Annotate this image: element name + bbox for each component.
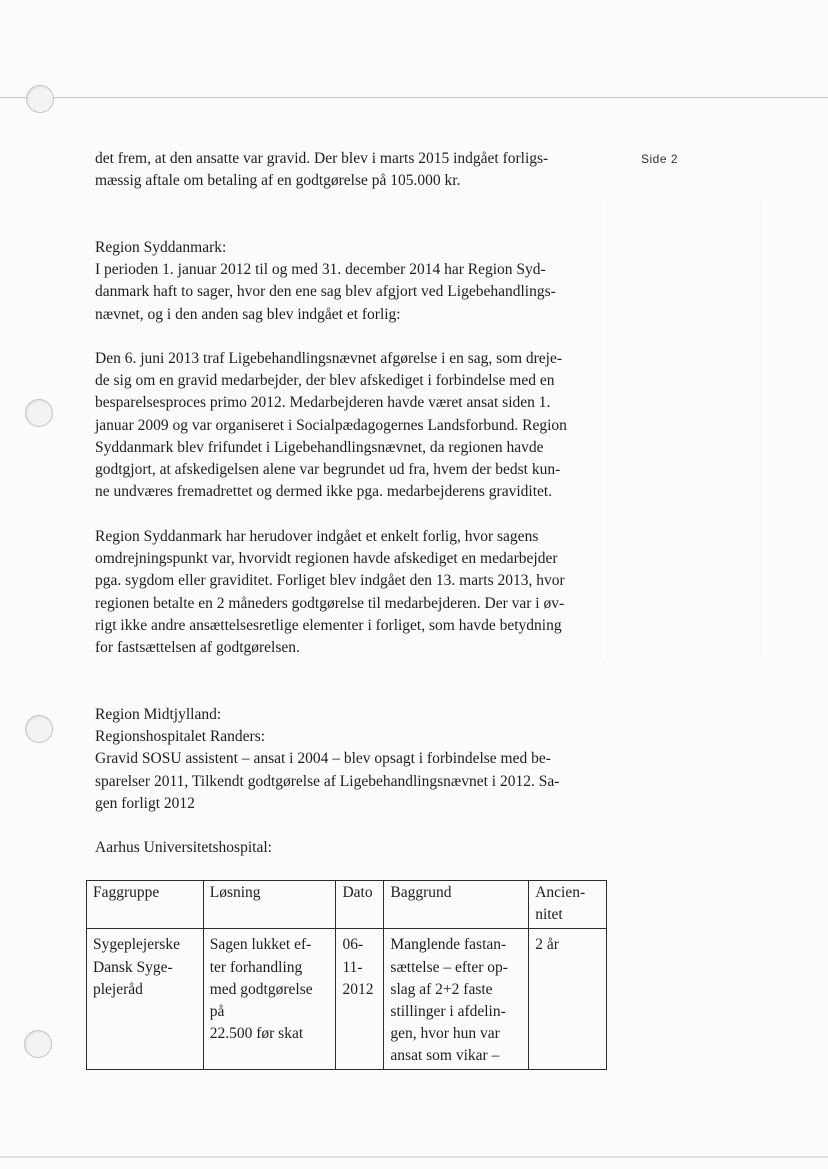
text-line: sparelser 2011, Tilkendt godtgørelse af Ligebehandlingsnævnet i 2012. Sa- bbox=[95, 772, 560, 790]
section-heading: Region Midtjylland: bbox=[95, 706, 222, 723]
header-faggruppe: Faggruppe bbox=[87, 881, 204, 929]
table-row bbox=[87, 929, 607, 1069]
text-line: de sig om en gravid medarbejder, der blev afskediget i forbindelse med en bbox=[95, 372, 555, 390]
cell-faggruppe: Sygeplejerske Dansk Syge- plejeråd bbox=[87, 929, 204, 1069]
header-loesning: Løsning bbox=[203, 881, 336, 929]
text-line: Gravid SOSU assistent – ansat i 2004 – blev opsagt i forbindelse med be- bbox=[95, 750, 551, 768]
text-line: Region Syddanmark har herudover indgået et enkelt forlig, hvor sagens bbox=[95, 528, 539, 545]
scan-edge-line-bottom bbox=[0, 1156, 828, 1158]
text-line: rigt ikke andre ansættelsesretlige elementer i forliget, som havde betydning bbox=[95, 616, 562, 634]
header-anciennitet: Ancien- nitet bbox=[529, 881, 607, 929]
section-heading: Region Syddanmark: bbox=[95, 239, 227, 256]
text-line: Syddanmark blev frifundet i Ligebehandlingsnævnet, da regionen havde bbox=[95, 438, 544, 456]
text-line: januar 2009 og var organiseret i Socialpædagogernes Landsforbund. Region bbox=[95, 416, 567, 434]
paragraph-region-midtjylland bbox=[95, 704, 615, 815]
scan-fold-line-top bbox=[0, 97, 828, 98]
text-line: besparelsesproces primo 2012. Medarbejderen havde været ansat siden 1. bbox=[95, 394, 551, 412]
text-line: omdrejningspunkt var, hvorvidt regionen havde afskediget en medarbejder bbox=[95, 550, 558, 568]
paragraph-aarhus-heading bbox=[95, 837, 615, 859]
paragraph-ligebehandlingsnaevnet-case bbox=[95, 348, 615, 503]
text-line: I perioden 1. januar 2012 til og med 31. december 2014 har Region Syd- bbox=[95, 261, 546, 279]
paragraph-settlement bbox=[95, 526, 615, 659]
header-baggrund: Baggrund bbox=[384, 881, 529, 929]
punch-hole-4 bbox=[24, 1030, 52, 1058]
paragraph-region-syddanmark bbox=[95, 237, 615, 326]
table-header-row bbox=[87, 881, 607, 929]
case-table bbox=[86, 880, 607, 1070]
punch-hole-2 bbox=[25, 399, 53, 427]
text-line: mæssig aftale om betaling af en godtgørelse på 105.000 kr. bbox=[95, 172, 461, 190]
text-line: gen forligt 2012 bbox=[95, 794, 195, 812]
cell-loesning: Sagen lukket ef- ter forhandling med godtgørelse på 22.500 før skat bbox=[203, 929, 336, 1069]
cell-anciennitet: 2 år bbox=[529, 929, 607, 1069]
punch-hole-3 bbox=[25, 715, 53, 743]
paragraph-intro bbox=[95, 148, 615, 192]
text-line: regionen betalte en 2 måneders godtgørelse til medarbejderen. Der var i øv- bbox=[95, 594, 565, 612]
text-line: ne undværes fremadrettet og dermed ikke pga. medarbejderens graviditet. bbox=[95, 483, 553, 501]
text-line: danmark haft to sager, hvor den ene sag blev afgjort ved Ligebehandlings- bbox=[95, 283, 556, 301]
subsection-heading: Aarhus Universitetshospital: bbox=[95, 839, 272, 856]
text-line: for fastsættelsen af godtgørelsen. bbox=[95, 639, 300, 657]
bleed-through-shadow bbox=[600, 200, 762, 660]
text-line: nævnet, og i den anden sag blev indgået et forlig: bbox=[95, 305, 401, 323]
header-dato: Dato bbox=[336, 881, 384, 929]
cell-dato: 06- 11- 2012 bbox=[336, 929, 384, 1069]
cell-baggrund: Manglende fastan- sættelse – efter op- slag af 2+2 faste stillinger i afdelin- gen, hvor hun var ansat som vikar – bbox=[384, 929, 529, 1069]
text-line: Den 6. juni 2013 traf Ligebehandlingsnævnet afgørelse i en sag, som dreje- bbox=[95, 350, 563, 367]
subsection-heading: Regionshospitalet Randers: bbox=[95, 728, 266, 746]
text-line: pga. sygdom eller graviditet. Forliget blev indgået den 13. marts 2013, hvor bbox=[95, 572, 565, 590]
punch-hole-1 bbox=[26, 85, 54, 113]
text-line: godtgjort, at afskedigelsen alene var begrundet ud fra, hvem der bedst kun- bbox=[95, 461, 561, 479]
page-number: Side 2 bbox=[641, 152, 679, 166]
text-line: det frem, at den ansatte var gravid. Der blev i marts 2015 indgået forligs- bbox=[95, 150, 549, 167]
